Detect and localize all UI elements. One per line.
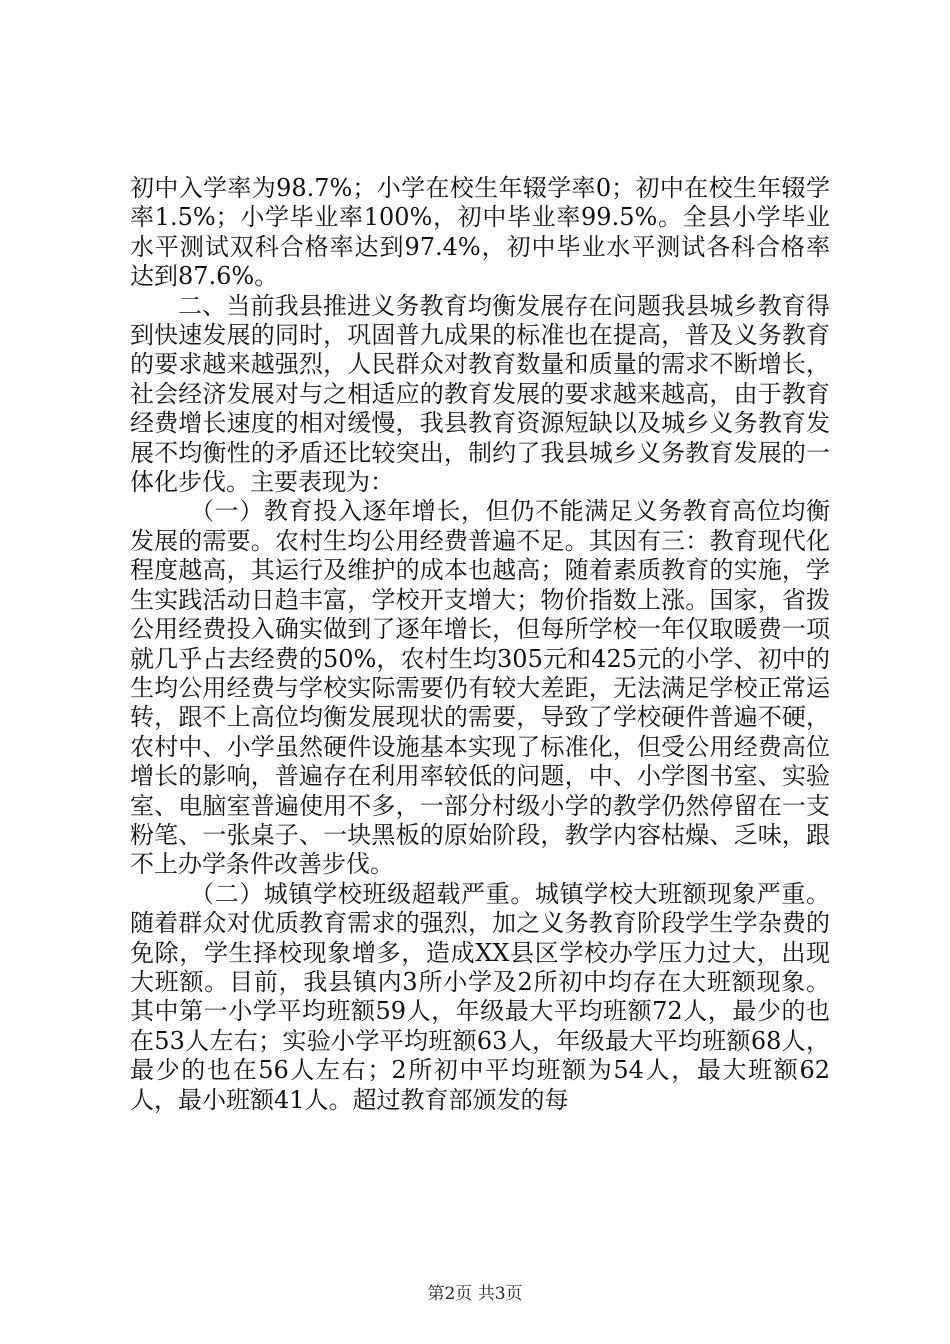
paragraph-subsection-one: （一）教育投入逐年增长，但仍不能满足义务教育高位均衡发展的需要。农村生均公用经费普遍不足。其因有三：教育现代化程度越高，其运行及维护的成本也越高；随着素质教育的实施，学生实践活动日趋丰富，学校开支增大；物价指数上涨。国家，省拨公用经费投入确实做到了逐年增长，但每所学校一年仅取暖费一项就几乎占去经费的50%，农村生均305元和425元的小学、初中的生均公用经费与学校实际需要仍有较大差距，无法满足学校正常运转，跟不上高位均衡发展现状的需要，导致了学校硬件普遍不硬，农村中、小学虽然硬件设施基本实现了标准化，但受公用经费高位增长的影响，普遍存在利用率较低的问题，中、小学图书室、实验室、电脑室普遍使用不多，一部分村级小学的教学仍然停留在一支粉笔、一张桌子、一块黑板的原始阶段，教学内容枯燥、乏味，跟不上办学条件改善步伐。	[130, 497, 830, 879]
paragraph-enrollment-rates: 初中入学率为98.7%；小学在校生年辍学率0；初中在校生年辍学率1.5%；小学毕业率100%，初中毕业率99.5%。全县小学毕业水平测试双科合格率达到97.4%，初中毕业水平测试各科合格率达到87.6%。	[130, 174, 830, 291]
paragraph-subsection-two: （二）城镇学校班级超载严重。城镇学校大班额现象严重。随着群众对优质教育需求的强烈，加之义务教育阶段学生学杂费的免除，学生择校现象增多，造成XX县区学校办学压力过大，出现大班额。目前，我县镇内3所小学及2所初中均存在大班额现象。其中第一小学平均班额59人，年级最大平均班额72人，最少的也在53人左右；实验小学平均班额63人，年级最大平均班额68人，最少的也在56人左右；2所初中平均班额为54人，最大班额62人，最小班额41人。超过教育部颁发的每	[130, 879, 830, 1114]
paragraph-section-two: 二、当前我县推进义务教育均衡发展存在问题我县城乡教育得到快速发展的同时，巩固普九成果的标准也在提高，普及义务教育的要求越来越强烈，人民群众对教育数量和质量的需求不断增长，社会经济发展对与之相适应的教育发展的要求越来越高，由于教育经费增长速度的相对缓慢，我县教育资源短缺以及城乡义务教育发展不均衡性的矛盾还比较突出，制约了我县城乡义务教育发展的一体化步伐。主要表现为：	[130, 291, 830, 497]
page-number-footer: 第2页 共3页	[427, 1284, 523, 1304]
document-body	[130, 174, 830, 1115]
